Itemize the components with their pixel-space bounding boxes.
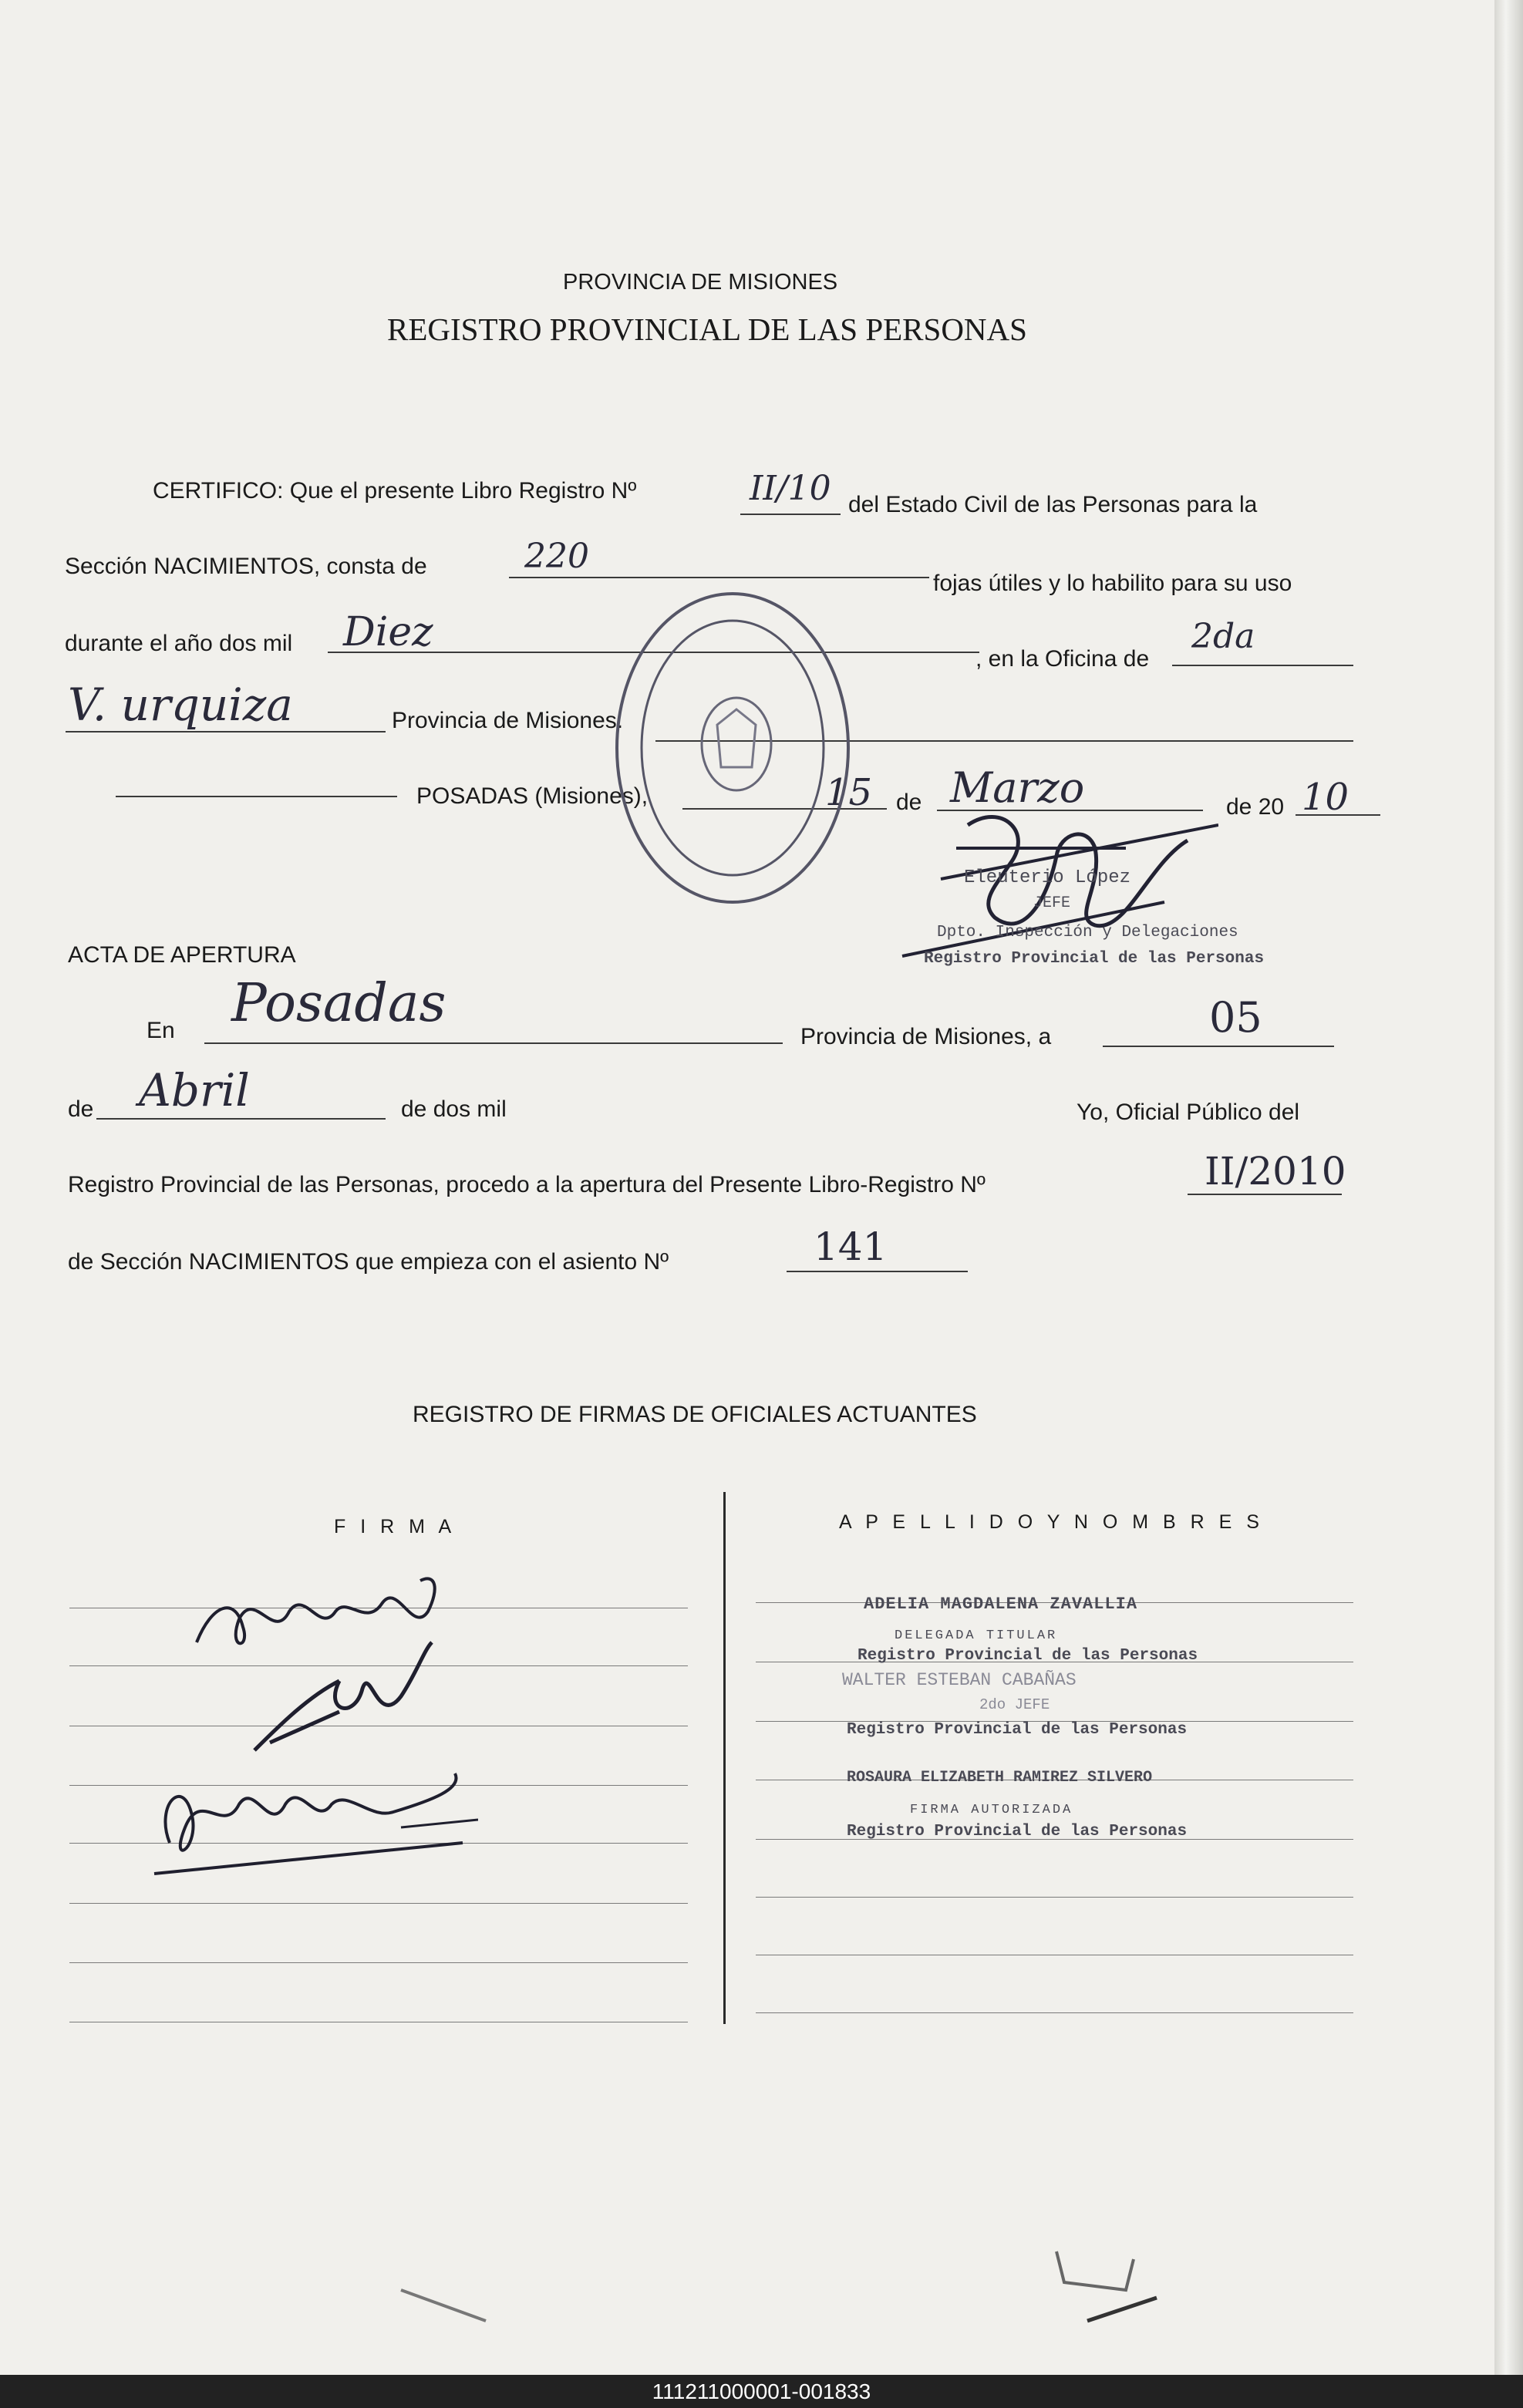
certifico-line2-b: fojas útiles y lo habilito para su uso: [933, 571, 1292, 596]
official-3-role: FIRMA AUTORIZADA: [910, 1803, 1073, 1817]
acta-day-handwritten: 05: [1209, 993, 1262, 1042]
header-registry: REGISTRO PROVINCIAL DE LAS PERSONAS: [387, 312, 1027, 347]
official-2-role: 2do JEFE: [979, 1696, 1050, 1713]
nombre-line: [756, 2012, 1353, 2013]
acta-asiento-line: [787, 1271, 968, 1272]
certifico-line5-a: POSADAS (Misiones),: [416, 783, 649, 809]
certifico-line1-b: del Estado Civil de las Personas para la: [848, 492, 1258, 517]
stamp-dept: Dpto. Inspección y Delegaciones: [937, 924, 1238, 941]
staple-left: [386, 2275, 501, 2336]
official-2-registry: Registro Provincial de las Personas: [847, 1721, 1188, 1739]
firmas-title: REGISTRO DE FIRMAS DE OFICIALES ACTUANTES: [413, 1402, 977, 1427]
official-2-name: WALTER ESTEBAN CABAÑAS: [842, 1670, 1077, 1690]
de-20: de 20: [1226, 794, 1285, 820]
day-handwritten: 15: [825, 771, 873, 814]
official-signature-2: [247, 1635, 447, 1758]
acta-city-line: [204, 1042, 783, 1044]
stamp-registry: Registro Provincial de las Personas: [924, 950, 1265, 968]
official-1-name: ADELIA MAGDALENA ZAVALLIA: [864, 1595, 1138, 1614]
fojas-handwritten: 220: [524, 537, 589, 576]
acta-book-handwritten: II/2010: [1205, 1149, 1346, 1194]
staple-right: [1041, 2236, 1180, 2344]
certifico-line3-a: durante el año dos mil: [65, 631, 293, 656]
acta-de: de: [68, 1096, 94, 1122]
firmas-divider: [723, 1492, 726, 2024]
official-round-seal: [609, 586, 856, 910]
fojas-line: [509, 577, 929, 578]
de-1: de: [896, 790, 922, 815]
document-id: 111211000001-001833: [652, 2379, 871, 2403]
acta-asiento-handwritten: 141: [814, 1224, 888, 1269]
col-firma: F I R M A: [334, 1516, 457, 1537]
office-handwritten: 2da: [1191, 617, 1255, 656]
office-line: [1172, 665, 1353, 666]
certifico-line4-b: Provincia de Misiones.: [392, 708, 624, 733]
certifico-line2-a: Sección NACIMIENTOS, consta de: [65, 554, 427, 579]
firma-line: [69, 1903, 688, 1904]
col-nombres: A P E L L I D O Y N O M B R E S: [839, 1511, 1264, 1533]
acta-yo: Yo, Oficial Público del: [1077, 1100, 1300, 1125]
stamp-name: Eleuterio López: [964, 867, 1131, 888]
acta-book-line: [1188, 1194, 1342, 1195]
acta-month-line: [96, 1118, 386, 1120]
official-1-registry: Registro Provincial de las Personas: [858, 1647, 1198, 1665]
place-line: [66, 731, 386, 733]
year-suffix-handwritten: 10: [1302, 776, 1349, 819]
acta-month-handwritten: Abril: [139, 1064, 250, 1116]
acta-day-line: [1103, 1046, 1334, 1047]
official-3-name: ROSAURA ELIZABETH RAMIREZ SILVERO: [847, 1769, 1153, 1787]
header-province: PROVINCIA DE MISIONES: [563, 270, 838, 295]
place-handwritten: V. urquiza: [68, 679, 293, 731]
acta-city-handwritten: Posadas: [231, 973, 446, 1034]
year-suffix-line: [1296, 814, 1380, 816]
certifico-line1-a: CERTIFICO: Que el presente Libro Registro Nº: [153, 478, 637, 503]
official-3-registry: Registro Provincial de las Personas: [847, 1823, 1188, 1841]
acta-line4: de Sección NACIMIENTOS que empieza con el asiento Nº: [68, 1249, 669, 1275]
line5-blank-line: [116, 796, 397, 797]
acta-title: ACTA DE APERTURA: [68, 942, 296, 968]
month-handwritten: Marzo: [950, 763, 1085, 812]
acta-dos-mil: de dos mil: [401, 1096, 507, 1122]
official-1-role: DELEGADA TITULAR: [895, 1628, 1058, 1643]
acta-line3: Registro Provincial de las Personas, procedo a la apertura del Presente Libro-Registro Nº: [68, 1172, 986, 1197]
certifico-line3-b: , en la Oficina de: [975, 646, 1150, 672]
page-edge: [1494, 0, 1523, 2375]
stamp-title: JEFE: [1033, 894, 1071, 912]
year-word-handwritten: Diez: [343, 609, 433, 655]
official-signature-3: [139, 1758, 478, 1881]
acta-prov: Provincia de Misiones, a: [800, 1024, 1052, 1049]
nombre-line: [756, 1897, 1353, 1898]
book-number-handwritten: II/10: [750, 469, 831, 508]
firma-line: [69, 1962, 688, 1963]
acta-en: En: [147, 1018, 175, 1043]
book-number-line: [740, 514, 841, 515]
